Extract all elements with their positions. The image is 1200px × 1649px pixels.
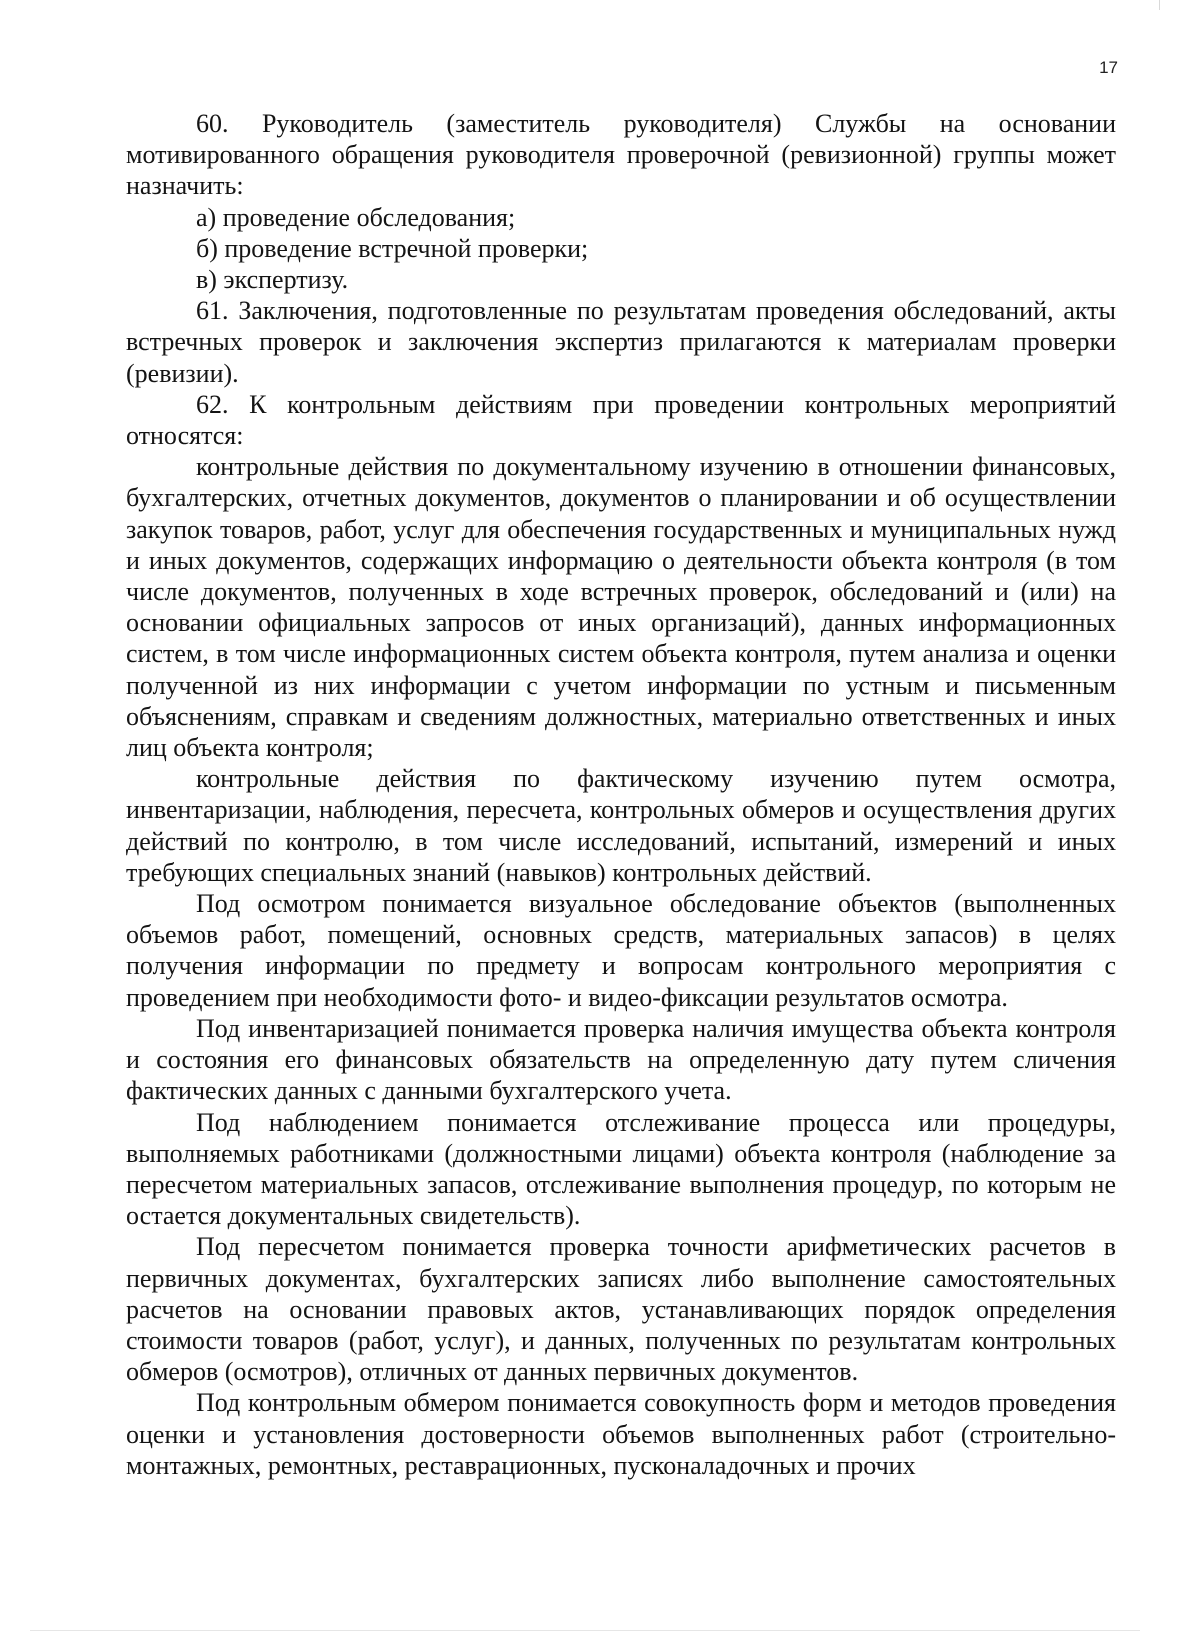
scan-edge-bottom — [30, 1630, 1140, 1631]
paragraph-documentary-actions: контрольные действия по документальному изучению в отношении финансовых, бухгалтерских, отчетных документов, документов о планировании и об осуществлении закупок товаров, работ, услуг для обеспечения государственных и муниципальных нужд и иных документов, содержащих информацию о деятельности объекта контроля (в том числе документов, полученных в ходе встречных проверок, обследований и (или) на основании официальных запросов от иных организаций), данных информационных систем, в том числе информационных систем объекта контроля, путем анализа и оценки полученной из них информации с учетом информации по устным и письменным объяснениям, справкам и сведениям должностных, материально ответственных и иных лиц объекта контроля; — [126, 452, 1116, 763]
list-item-a: а) проведение обследования; — [196, 202, 516, 232]
scan-edge-mark — [1159, 0, 1160, 10]
paragraph-inspection: Под осмотром понимается визуальное обследование объектов (выполненных объемов работ, помещений, основных средств, материальных запасов) в целях получения информации по предмету и вопросам контрольного мероприятия с проведением при необходимости фото- и видео-фиксации результатов осмотра. — [126, 889, 1116, 1012]
paragraph-observation: Под наблюдением понимается отслеживание процесса или процедуры, выполняемых работниками (должностными лицами) объекта контроля (наблюдение за пересчетом материальных запасов, отслеживание выполнения процедур, по которым не остается документальных свидетельств). — [126, 1107, 1116, 1231]
paragraph-60: 60. Руководитель (заместитель руководителя) Службы на основании мотивированного обращения руководителя проверочной (ревизионной) группы может назначить: — [126, 109, 1116, 201]
document-body — [126, 108, 1116, 1481]
paragraph-61: 61. Заключения, подготовленные по результатам проведения обследований, акты встречных проверок и заключения экспертиз прилагаются к материалам проверки (ревизии). — [126, 296, 1116, 388]
paragraph-62: 62. К контрольным действиям при проведении контрольных мероприятий относятся: — [126, 389, 1116, 451]
paragraph-actual-actions: контрольные действия по фактическому изучению путем осмотра, инвентаризации, наблюдения, пересчета, контрольных обмеров и осуществления других действий по контролю, в том числе исследований, испытаний, измерений и иных требующих специальных знаний (навыков) контрольных действий. — [126, 764, 1116, 887]
page-number: 17 — [1099, 58, 1118, 77]
list-item-c: в) экспертизу. — [196, 265, 349, 295]
list-item-b: б) проведение встречной проверки; — [196, 233, 589, 263]
paragraph-inventory: Под инвентаризацией понимается проверка наличия имущества объекта контроля и состояния его финансовых обязательств на определенную дату путем сличения фактических данных с данными бухгалтерского учета. — [126, 1013, 1116, 1106]
paragraph-control-measurement: Под контрольным обмером понимается совокупность форм и методов проведения оценки и установления достоверности объемов выполненных работ (строительно-монтажных, ремонтных, реставрационных, пусконаладочных и прочих — [126, 1388, 1116, 1480]
paragraph-recount: Под пересчетом понимается проверка точности арифметических расчетов в первичных документах, бухгалтерских записях либо выполнение самостоятельных расчетов на основании правовых актов, устанавливающих порядок определения стоимости товаров (работ, услуг), и данных, полученных по результатам контрольных обмеров (осмотров), отличных от данных первичных документов. — [126, 1232, 1116, 1387]
